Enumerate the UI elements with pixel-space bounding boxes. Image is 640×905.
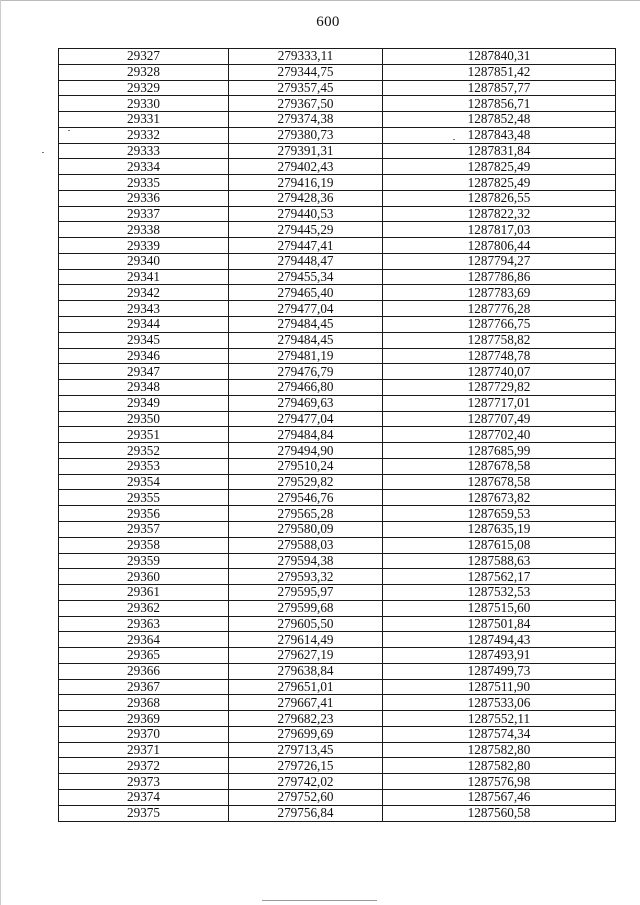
scan-speck	[42, 152, 44, 153]
x-coordinate-cell: 279374,38	[229, 112, 383, 128]
x-coordinate-cell: 279667,41	[229, 695, 383, 711]
point-number-cell: 29363	[59, 616, 229, 632]
x-coordinate-cell: 279344,75	[229, 64, 383, 80]
y-coordinate-cell: 1287635,19	[383, 521, 616, 537]
x-coordinate-cell: 279599,68	[229, 600, 383, 616]
point-number-cell: 29347	[59, 364, 229, 380]
point-number-cell: 29328	[59, 64, 229, 80]
table-row	[59, 585, 616, 601]
table-row	[59, 490, 616, 506]
x-coordinate-cell: 279756,84	[229, 805, 383, 821]
point-number-cell: 29373	[59, 774, 229, 790]
table-row	[59, 348, 616, 364]
point-number-cell: 29371	[59, 742, 229, 758]
y-coordinate-cell: 1287766,75	[383, 317, 616, 333]
point-number-cell: 29348	[59, 380, 229, 396]
x-coordinate-cell: 279477,04	[229, 411, 383, 427]
point-number-cell: 29349	[59, 395, 229, 411]
y-coordinate-cell: 1287729,82	[383, 380, 616, 396]
x-coordinate-cell: 279529,82	[229, 474, 383, 490]
y-coordinate-cell: 1287786,86	[383, 269, 616, 285]
table-row	[59, 616, 616, 632]
coordinates-table-body	[59, 49, 616, 822]
table-row	[59, 458, 616, 474]
y-coordinate-cell: 1287825,49	[383, 159, 616, 175]
x-coordinate-cell: 279713,45	[229, 742, 383, 758]
y-coordinate-cell: 1287511,90	[383, 679, 616, 695]
y-coordinate-cell: 1287826,55	[383, 190, 616, 206]
x-coordinate-cell: 279445,29	[229, 222, 383, 238]
point-number-cell: 29343	[59, 301, 229, 317]
y-coordinate-cell: 1287567,46	[383, 789, 616, 805]
point-number-cell: 29350	[59, 411, 229, 427]
scan-top-edge	[0, 0, 640, 1]
y-coordinate-cell: 1287588,63	[383, 553, 616, 569]
y-coordinate-cell: 1287776,28	[383, 301, 616, 317]
y-coordinate-cell: 1287822,32	[383, 206, 616, 222]
point-number-cell: 29340	[59, 253, 229, 269]
y-coordinate-cell: 1287552,11	[383, 711, 616, 727]
table-row	[59, 395, 616, 411]
point-number-cell: 29354	[59, 474, 229, 490]
x-coordinate-cell: 279699,69	[229, 726, 383, 742]
table-row	[59, 253, 616, 269]
y-coordinate-cell: 1287758,82	[383, 332, 616, 348]
y-coordinate-cell: 1287856,71	[383, 96, 616, 112]
x-coordinate-cell: 279546,76	[229, 490, 383, 506]
table-row	[59, 127, 616, 143]
scan-speck	[68, 130, 70, 131]
x-coordinate-cell: 279476,79	[229, 364, 383, 380]
x-coordinate-cell: 279357,45	[229, 80, 383, 96]
table-row	[59, 49, 616, 65]
point-number-cell: 29337	[59, 206, 229, 222]
y-coordinate-cell: 1287560,58	[383, 805, 616, 821]
table-row	[59, 238, 616, 254]
y-coordinate-cell: 1287574,34	[383, 726, 616, 742]
point-number-cell: 29332	[59, 127, 229, 143]
table-row	[59, 774, 616, 790]
point-number-cell: 29368	[59, 695, 229, 711]
y-coordinate-cell: 1287817,03	[383, 222, 616, 238]
point-number-cell: 29333	[59, 143, 229, 159]
x-coordinate-cell: 279333,11	[229, 49, 383, 65]
table-row	[59, 679, 616, 695]
point-number-cell: 29358	[59, 537, 229, 553]
x-coordinate-cell: 279651,01	[229, 679, 383, 695]
x-coordinate-cell: 279469,63	[229, 395, 383, 411]
y-coordinate-cell: 1287562,17	[383, 569, 616, 585]
point-number-cell: 29365	[59, 648, 229, 664]
x-coordinate-cell: 279580,09	[229, 521, 383, 537]
table-row	[59, 159, 616, 175]
x-coordinate-cell: 279565,28	[229, 506, 383, 522]
table-row	[59, 143, 616, 159]
x-coordinate-cell: 279440,53	[229, 206, 383, 222]
table-row	[59, 537, 616, 553]
y-coordinate-cell: 1287794,27	[383, 253, 616, 269]
y-coordinate-cell: 1287717,01	[383, 395, 616, 411]
y-coordinate-cell: 1287740,07	[383, 364, 616, 380]
y-coordinate-cell: 1287840,31	[383, 49, 616, 65]
table-row	[59, 332, 616, 348]
point-number-cell: 29361	[59, 585, 229, 601]
x-coordinate-cell: 279614,49	[229, 632, 383, 648]
table-row	[59, 380, 616, 396]
point-number-cell: 29353	[59, 458, 229, 474]
x-coordinate-cell: 279726,15	[229, 758, 383, 774]
y-coordinate-cell: 1287678,58	[383, 474, 616, 490]
coordinates-table	[58, 48, 616, 822]
table-row	[59, 553, 616, 569]
table-row	[59, 726, 616, 742]
y-coordinate-cell: 1287783,69	[383, 285, 616, 301]
point-number-cell: 29372	[59, 758, 229, 774]
point-number-cell: 29355	[59, 490, 229, 506]
y-coordinate-cell: 1287615,08	[383, 537, 616, 553]
x-coordinate-cell: 279448,47	[229, 253, 383, 269]
x-coordinate-cell: 279510,24	[229, 458, 383, 474]
table-row	[59, 711, 616, 727]
table-row	[59, 742, 616, 758]
point-number-cell: 29345	[59, 332, 229, 348]
table-row	[59, 569, 616, 585]
table-row	[59, 317, 616, 333]
y-coordinate-cell: 1287851,42	[383, 64, 616, 80]
point-number-cell: 29330	[59, 96, 229, 112]
table-row	[59, 663, 616, 679]
scan-speck	[453, 139, 455, 140]
x-coordinate-cell: 279477,04	[229, 301, 383, 317]
y-coordinate-cell: 1287678,58	[383, 458, 616, 474]
point-number-cell: 29338	[59, 222, 229, 238]
table-row	[59, 789, 616, 805]
y-coordinate-cell: 1287582,80	[383, 758, 616, 774]
x-coordinate-cell: 279682,23	[229, 711, 383, 727]
y-coordinate-cell: 1287532,53	[383, 585, 616, 601]
x-coordinate-cell: 279638,84	[229, 663, 383, 679]
y-coordinate-cell: 1287825,49	[383, 175, 616, 191]
x-coordinate-cell: 279742,02	[229, 774, 383, 790]
y-coordinate-cell: 1287843,48	[383, 127, 616, 143]
point-number-cell: 29331	[59, 112, 229, 128]
x-coordinate-cell: 279593,32	[229, 569, 383, 585]
table-row	[59, 600, 616, 616]
y-coordinate-cell: 1287576,98	[383, 774, 616, 790]
x-coordinate-cell: 279481,19	[229, 348, 383, 364]
table-row	[59, 411, 616, 427]
scan-left-edge	[0, 0, 1, 905]
x-coordinate-cell: 279447,41	[229, 238, 383, 254]
table-row	[59, 269, 616, 285]
x-coordinate-cell: 279367,50	[229, 96, 383, 112]
point-number-cell: 29364	[59, 632, 229, 648]
table-row	[59, 285, 616, 301]
table-row	[59, 112, 616, 128]
point-number-cell: 29339	[59, 238, 229, 254]
table-row	[59, 521, 616, 537]
y-coordinate-cell: 1287493,91	[383, 648, 616, 664]
point-number-cell: 29352	[59, 443, 229, 459]
table-row	[59, 222, 616, 238]
y-coordinate-cell: 1287702,40	[383, 427, 616, 443]
scan-bottom-mark	[262, 900, 377, 901]
table-row	[59, 506, 616, 522]
point-number-cell: 29351	[59, 427, 229, 443]
y-coordinate-cell: 1287685,99	[383, 443, 616, 459]
x-coordinate-cell: 279484,45	[229, 317, 383, 333]
table-row	[59, 301, 616, 317]
y-coordinate-cell: 1287673,82	[383, 490, 616, 506]
x-coordinate-cell: 279465,40	[229, 285, 383, 301]
y-coordinate-cell: 1287659,53	[383, 506, 616, 522]
table-row	[59, 648, 616, 664]
x-coordinate-cell: 279595,97	[229, 585, 383, 601]
table-row	[59, 190, 616, 206]
table-row	[59, 805, 616, 821]
page-number: 600	[316, 14, 340, 30]
table-row	[59, 427, 616, 443]
point-number-cell: 29327	[59, 49, 229, 65]
point-number-cell: 29329	[59, 80, 229, 96]
x-coordinate-cell: 279605,50	[229, 616, 383, 632]
x-coordinate-cell: 279627,19	[229, 648, 383, 664]
x-coordinate-cell: 279484,84	[229, 427, 383, 443]
point-number-cell: 29374	[59, 789, 229, 805]
x-coordinate-cell: 279588,03	[229, 537, 383, 553]
y-coordinate-cell: 1287831,84	[383, 143, 616, 159]
x-coordinate-cell: 279391,31	[229, 143, 383, 159]
point-number-cell: 29357	[59, 521, 229, 537]
y-coordinate-cell: 1287515,60	[383, 600, 616, 616]
point-number-cell: 29346	[59, 348, 229, 364]
y-coordinate-cell: 1287499,73	[383, 663, 616, 679]
x-coordinate-cell: 279455,34	[229, 269, 383, 285]
point-number-cell: 29341	[59, 269, 229, 285]
x-coordinate-cell: 279494,90	[229, 443, 383, 459]
point-number-cell: 29360	[59, 569, 229, 585]
table-row	[59, 695, 616, 711]
point-number-cell: 29342	[59, 285, 229, 301]
point-number-cell: 29356	[59, 506, 229, 522]
point-number-cell: 29335	[59, 175, 229, 191]
y-coordinate-cell: 1287857,77	[383, 80, 616, 96]
table-row	[59, 758, 616, 774]
point-number-cell: 29362	[59, 600, 229, 616]
point-number-cell: 29336	[59, 190, 229, 206]
table-row	[59, 364, 616, 380]
y-coordinate-cell: 1287533,06	[383, 695, 616, 711]
y-coordinate-cell: 1287707,49	[383, 411, 616, 427]
point-number-cell: 29366	[59, 663, 229, 679]
table-row	[59, 474, 616, 490]
x-coordinate-cell: 279402,43	[229, 159, 383, 175]
y-coordinate-cell: 1287748,78	[383, 348, 616, 364]
point-number-cell: 29344	[59, 317, 229, 333]
point-number-cell: 29369	[59, 711, 229, 727]
x-coordinate-cell: 279594,38	[229, 553, 383, 569]
y-coordinate-cell: 1287852,48	[383, 112, 616, 128]
point-number-cell: 29359	[59, 553, 229, 569]
x-coordinate-cell: 279416,19	[229, 175, 383, 191]
table-row	[59, 206, 616, 222]
point-number-cell: 29375	[59, 805, 229, 821]
y-coordinate-cell: 1287806,44	[383, 238, 616, 254]
point-number-cell: 29334	[59, 159, 229, 175]
table-row	[59, 443, 616, 459]
x-coordinate-cell: 279428,36	[229, 190, 383, 206]
table-row	[59, 175, 616, 191]
point-number-cell: 29370	[59, 726, 229, 742]
table-row	[59, 96, 616, 112]
x-coordinate-cell: 279466,80	[229, 380, 383, 396]
table-row	[59, 632, 616, 648]
y-coordinate-cell: 1287501,84	[383, 616, 616, 632]
y-coordinate-cell: 1287582,80	[383, 742, 616, 758]
table-row	[59, 64, 616, 80]
x-coordinate-cell: 279752,60	[229, 789, 383, 805]
table-row	[59, 80, 616, 96]
x-coordinate-cell: 279380,73	[229, 127, 383, 143]
y-coordinate-cell: 1287494,43	[383, 632, 616, 648]
x-coordinate-cell: 279484,45	[229, 332, 383, 348]
point-number-cell: 29367	[59, 679, 229, 695]
